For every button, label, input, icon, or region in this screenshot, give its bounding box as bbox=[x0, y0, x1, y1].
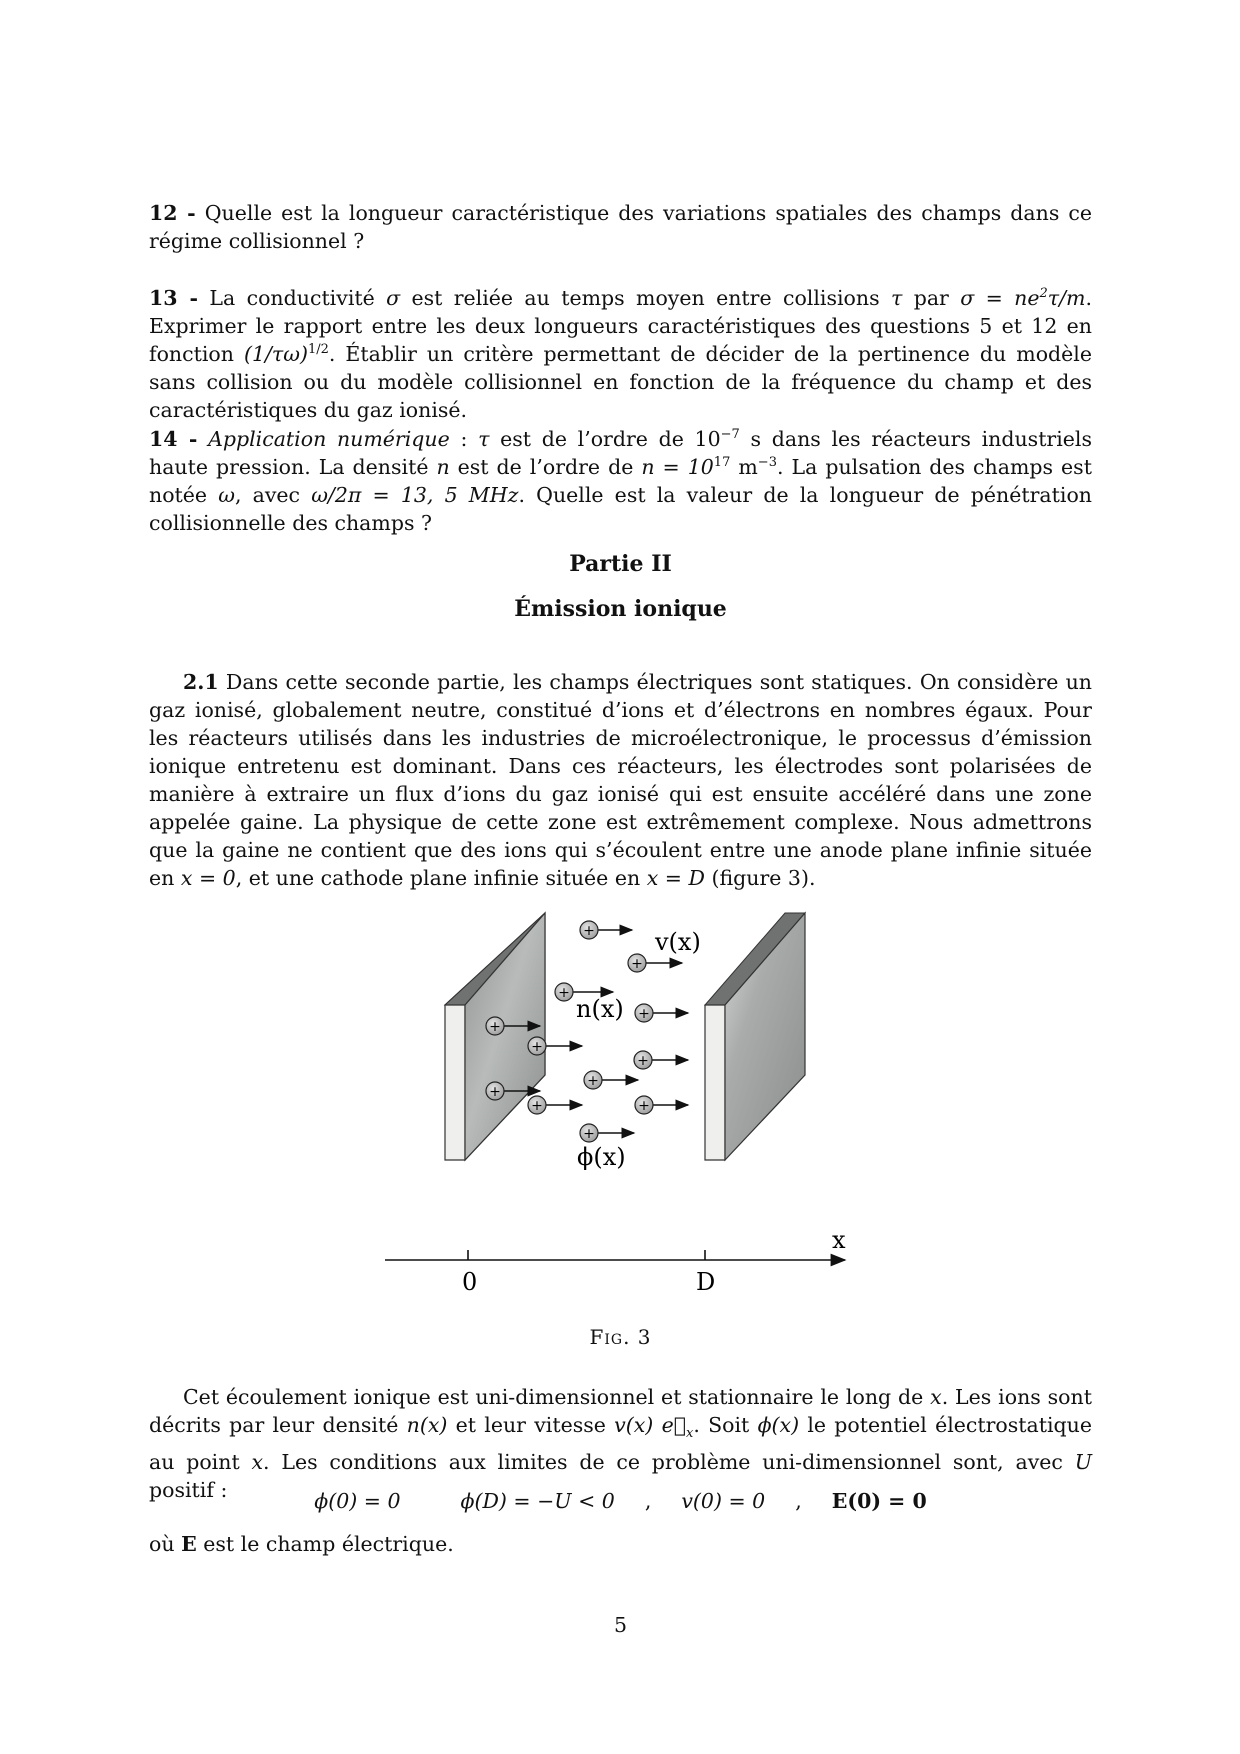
math-n: n bbox=[436, 455, 450, 479]
part-title: Partie II bbox=[569, 551, 672, 577]
math-nx: n(x) bbox=[406, 1413, 448, 1437]
text: . Exprimer le rapport entre les deux longueurs caractéristiques des questions 5 et 12 en fonction bbox=[149, 286, 1092, 366]
ion-sign: + bbox=[638, 1006, 650, 1022]
ion bbox=[635, 1096, 688, 1114]
text: Dans cette seconde partie, les champs électriques sont statiques. On considère un gaz ionisé, globalement neutre, constitué d’ions et d’électrons en nombres égaux. Pour les réacteurs utilisés dans les industries de microélectronique, le processus d’émission ionique entretenu est dominant. Dans ces réacteurs, les électrodes sont polarisées de manière à extraire un flux d’ions du gaz ionisé qui est ensuite accéléré dans une zone appelée gaine. La physique de cette zone est extrêmement complexe. Nous admettrons que la gaine ne contient que des ions qui s’écoulent entre une anode plane infinie située en bbox=[149, 670, 1092, 890]
comma: , bbox=[644, 1489, 652, 1513]
ion bbox=[528, 1096, 582, 1114]
question-text: Quelle est la longueur caractéristique des variations spatiales des champs dans ce régime collisionnel ? bbox=[149, 201, 1092, 253]
text: est le champ électrique. bbox=[203, 1532, 454, 1556]
ion bbox=[528, 1037, 582, 1055]
ion bbox=[584, 1071, 638, 1089]
text: . La pulsation des champs est notée bbox=[149, 455, 1092, 507]
text: La conductivité bbox=[209, 286, 375, 310]
exponent: 2 bbox=[1039, 286, 1048, 301]
math-ratio: (1/τω) bbox=[243, 342, 308, 366]
text: . Quelle est la valeur de la longueur de pénétration collisionnelle des champs ? bbox=[149, 483, 1092, 535]
equation-phi0: ϕ(0) = 0 bbox=[314, 1489, 401, 1513]
ion-sign: + bbox=[638, 1098, 650, 1114]
cathode-plate bbox=[705, 913, 805, 1160]
math-sigma: σ bbox=[386, 286, 401, 310]
label-potential: ϕ(x) bbox=[577, 1143, 626, 1171]
x-axis bbox=[385, 1226, 846, 1296]
paragraph-last bbox=[149, 1530, 1092, 1558]
text: où bbox=[149, 1532, 175, 1556]
question-12 bbox=[149, 199, 1092, 255]
text: s dans les réacteurs industriels haute pression. La densité bbox=[149, 427, 1092, 479]
formula-part: σ = ne bbox=[960, 286, 1040, 310]
ion bbox=[634, 1051, 688, 1069]
text: Cet écoulement ionique est uni-dimensionnel et stationnaire le long de bbox=[183, 1385, 924, 1409]
text: est de l’ordre de 10 bbox=[500, 427, 721, 451]
question-number: 12 - bbox=[149, 201, 196, 225]
exponent: −7 bbox=[720, 427, 740, 442]
anode-plate bbox=[445, 913, 545, 1160]
ion-sign: + bbox=[489, 1084, 501, 1100]
label-density: n(x) bbox=[576, 995, 624, 1023]
math-x0: x = 0 bbox=[180, 866, 236, 890]
ion-sign: + bbox=[631, 956, 643, 972]
equation-v0: v(0) = 0 bbox=[681, 1489, 766, 1513]
ion-sign: + bbox=[587, 1073, 599, 1089]
paragraph-flow bbox=[149, 1383, 1092, 1504]
exponent: −3 bbox=[757, 455, 777, 470]
math-omega: ω bbox=[218, 483, 235, 507]
text: . Les ions sont décrits par leur densité bbox=[149, 1385, 1092, 1437]
question-13 bbox=[149, 284, 1092, 424]
ion bbox=[635, 1004, 688, 1022]
equation-E0: E(0) = 0 bbox=[831, 1489, 927, 1513]
text: : bbox=[460, 427, 468, 451]
figure-3 bbox=[370, 905, 870, 1325]
text: le potentiel électrostatique au point bbox=[149, 1413, 1092, 1475]
exponent: 1/2 bbox=[307, 342, 329, 357]
math-U: U bbox=[1074, 1450, 1092, 1475]
axis-label-x: x bbox=[832, 1226, 846, 1254]
question-14 bbox=[149, 425, 1092, 537]
figure-caption: Fig. 3 bbox=[589, 1325, 652, 1349]
math-frequency: ω/2π = 13, 5 MHz bbox=[311, 483, 519, 507]
paragraph-2-1 bbox=[149, 668, 1092, 892]
math-xD: x = D bbox=[646, 866, 705, 890]
math-x: x bbox=[930, 1385, 942, 1409]
tick-label-D: D bbox=[696, 1268, 716, 1296]
text: par bbox=[913, 286, 949, 310]
ion-sign: + bbox=[531, 1098, 543, 1114]
label-velocity: v(x) bbox=[655, 928, 701, 956]
ion-sign: + bbox=[558, 985, 570, 1001]
ion-sign: + bbox=[531, 1039, 543, 1055]
text: et leur vitesse bbox=[455, 1413, 606, 1437]
ion bbox=[628, 954, 682, 972]
math-tau: τ bbox=[478, 427, 490, 451]
text: m bbox=[738, 455, 758, 479]
text: (figure 3). bbox=[711, 866, 816, 890]
question-number: 13 - bbox=[149, 286, 199, 310]
math-phix: ϕ(x) bbox=[757, 1413, 800, 1437]
application-label: Application numérique bbox=[208, 427, 450, 451]
ion-sign: + bbox=[489, 1019, 501, 1035]
page-number: 5 bbox=[613, 1613, 628, 1637]
part-subtitle: Émission ionique bbox=[514, 596, 727, 622]
text: est de l’ordre de bbox=[457, 455, 634, 479]
exponent: 17 bbox=[713, 455, 731, 470]
ion-sign: + bbox=[583, 1126, 595, 1142]
ion bbox=[580, 1124, 634, 1142]
bold-E: E bbox=[181, 1532, 197, 1556]
math-formula bbox=[960, 286, 1085, 310]
tick-label-0: 0 bbox=[462, 1268, 478, 1296]
formula-part: τ/m bbox=[1047, 286, 1086, 310]
text: , avec bbox=[234, 483, 301, 507]
ion-sign: + bbox=[637, 1053, 649, 1069]
ion bbox=[580, 921, 632, 939]
math-vx: v(x) e⃗ bbox=[614, 1413, 686, 1437]
text: , et une cathode plane infinie située en bbox=[235, 866, 641, 890]
text: est reliée au temps moyen entre collisions bbox=[411, 286, 880, 310]
ion-sign: + bbox=[583, 923, 595, 939]
math-density: n = 10 bbox=[641, 455, 714, 479]
question-number: 14 - bbox=[149, 427, 198, 451]
text: . Soit bbox=[693, 1413, 750, 1437]
comma: , bbox=[795, 1489, 802, 1513]
equation-phiD: ϕ(D) = −U < 0 bbox=[460, 1489, 615, 1513]
math-tau: τ bbox=[890, 286, 903, 310]
math-x: x bbox=[251, 1450, 264, 1475]
text: . Les conditions aux limites de ce problème uni-dimensionnel sont, avec bbox=[263, 1450, 1063, 1475]
boundary-conditions bbox=[149, 1487, 1092, 1515]
text: positif : bbox=[149, 1478, 228, 1503]
section-number: 2.1 bbox=[183, 670, 219, 694]
subscript: x bbox=[686, 1426, 694, 1442]
text: . Établir un critère permettant de décider de la pertinence du modèle sans collision ou du modèle collisionnel en fonction de la fréquence du champ et des caractéristiques du gaz ionisé. bbox=[149, 342, 1092, 422]
